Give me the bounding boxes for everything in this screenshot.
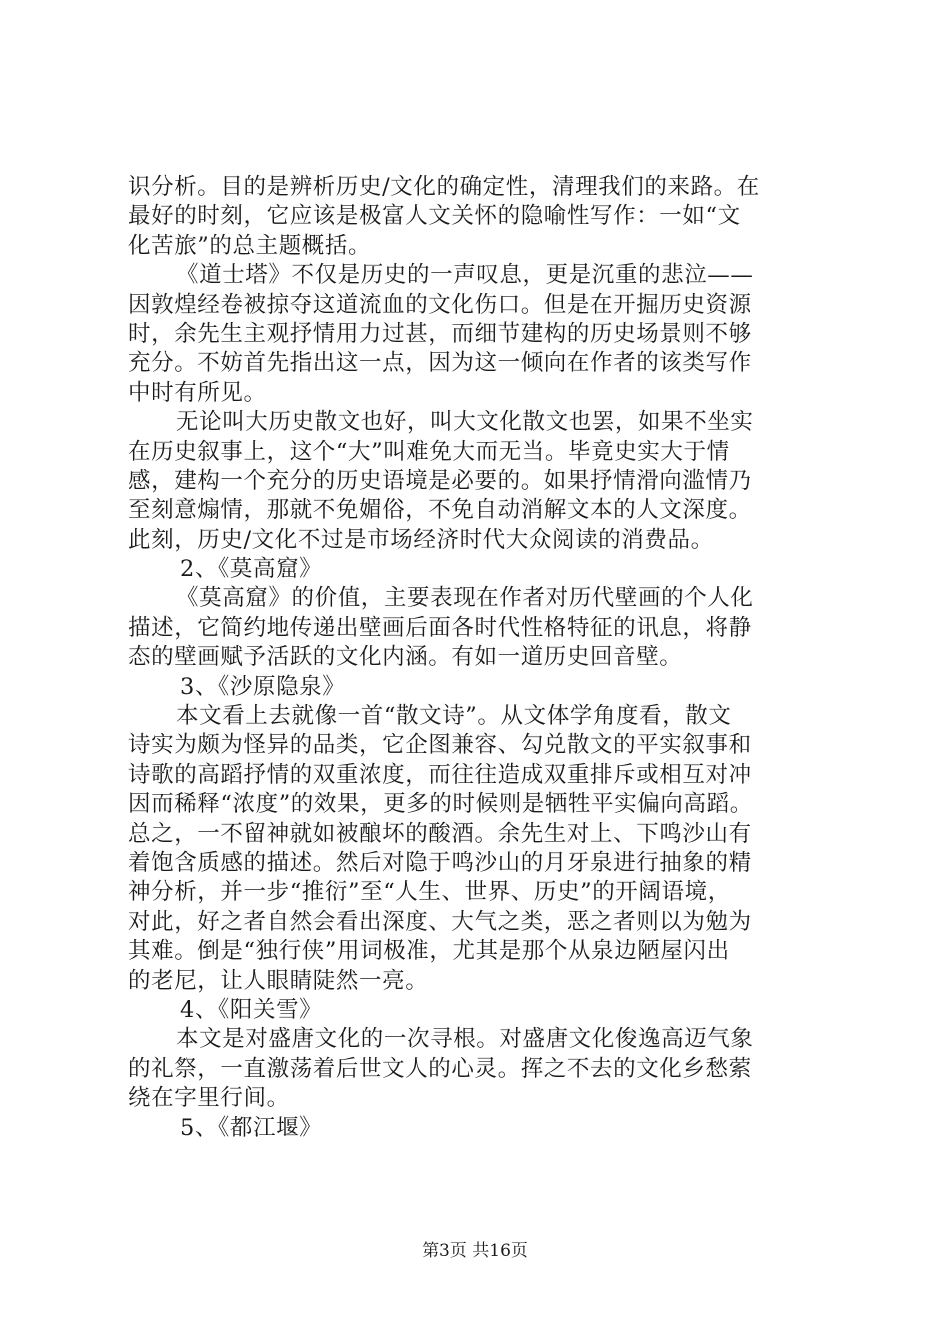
text-line: 其难。倒是“独行侠”用词极准，尤其是那个从泉边陋屋闪出	[128, 938, 730, 965]
text-line: 的礼祭，一直激荡着后世文人的心灵。挥之不去的文化乡愁萦	[128, 1055, 752, 1082]
paragraph-first-line: 本文是对盛唐文化的一次寻根。对盛唐文化俊逸高迈气象	[176, 1026, 754, 1053]
section-heading: 2、《莫高窟》	[180, 556, 323, 583]
section-heading: 5、《都江堰》	[180, 1114, 323, 1141]
paragraph-first-line: 《莫高窟》的价值，主要表现在作者对历代壁画的个人化	[176, 585, 754, 612]
paragraph-first-line: 无论叫大历史散文也好，叫大文化散文也罢，如果不坐实	[176, 409, 754, 436]
text-line: 对此，好之者自然会看出深度、大气之类，恶之者则以为勉为	[128, 908, 752, 935]
text-line: 的老尼，让人眼睛陡然一亮。	[128, 967, 429, 994]
text-line: 绕在字里行间。	[128, 1085, 290, 1112]
paragraph-first-line: 《道士塔》不仅是历史的一声叹息，更是沉重的悲泣——	[176, 262, 754, 289]
text-line: 在历史叙事上，这个“大”叫难免大而无当。毕竟史实大于情	[128, 438, 730, 465]
text-line: 中时有所见。	[128, 379, 267, 406]
text-line: 最好的时刻，它应该是极富人文关怀的隐喻性写作：一如“文	[128, 203, 741, 230]
text-line: 描述，它简约地传递出壁画后面各时代性格特征的讯息，将静	[128, 614, 752, 641]
text-line: 诗歌的高蹈抒情的双重浓度，而往往造成双重排斥或相互对冲	[128, 761, 752, 788]
paragraph-first-line: 本文看上去就像一首“散文诗”。从文体学角度看，散文	[176, 703, 732, 730]
text-line: 时，余先生主观抒情用力过甚，而细节建构的历史场景则不够	[128, 320, 752, 347]
text-line: 化苦旅”的总主题概括。	[128, 232, 372, 259]
text-line: 着饱含质感的描述。然后对隐于鸣沙山的月牙泉进行抽象的精	[128, 849, 752, 876]
text-line: 因敦煌经卷被掠夺这道流血的文化伤口。但是在开掘历史资源	[128, 291, 752, 318]
text-line: 总之，一不留神就如被酿坏的酸酒。余先生对上、下鸣沙山有	[128, 820, 752, 847]
text-line: 此刻，历史/文化不过是市场经济时代大众阅读的消费品。	[128, 526, 714, 553]
page-number-footer: 第3页 共16页	[422, 1241, 528, 1261]
document-body	[128, 173, 840, 1143]
text-line: 充分。不妨首先指出这一点，因为这一倾向在作者的该类写作	[128, 350, 752, 377]
text-line: 因而稀释“浓度”的效果，更多的时候则是牺牲平实偏向高蹈。	[128, 791, 753, 818]
text-line: 感，建构一个充分的历史语境是必要的。如果抒情滑向滥情乃	[128, 467, 752, 494]
text-line: 诗实为颇为怪异的品类，它企图兼容、勾兑散文的平实叙事和	[128, 732, 752, 759]
section-heading: 4、《阳关雪》	[180, 996, 323, 1023]
text-line: 至刻意煽情，那就不免媚俗，不免自动消解文本的人文深度。	[128, 497, 752, 524]
text-line: 识分析。目的是辨析历史/文化的确定性，清理我们的来路。在	[128, 174, 760, 200]
text-line: 神分析，并一步“推衍”至“人生、世界、历史”的开阔语境，	[128, 879, 731, 906]
section-heading: 3、《沙原隐泉》	[180, 673, 346, 700]
text-line: 态的壁画赋予活跃的文化内涵。有如一道历史回音壁。	[128, 644, 683, 671]
